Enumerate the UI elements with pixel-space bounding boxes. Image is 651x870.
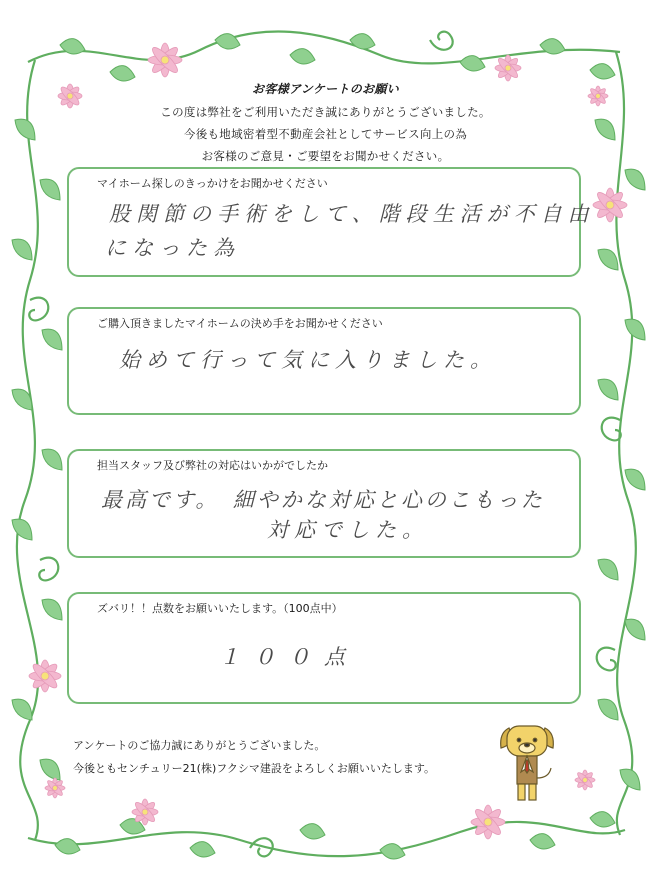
question-label: マイホーム探しのきっかけをお聞かせください [97, 177, 328, 190]
footer-company-line: 今後ともセンチュリー21(株)フクシマ建設をよろしくお願いいたします。 [73, 762, 436, 775]
handwritten-answer-line: になった為 [105, 236, 240, 260]
question-box-3 [67, 449, 581, 558]
question-label: ご購入頂きましたマイホームの決め手をお聞かせください [97, 317, 383, 330]
dog-mascot-icon [497, 718, 557, 808]
handwritten-answer-line: 最高です。 細やかな対応と心のこもった [101, 488, 545, 512]
intro-line-3: お客様のご意見・ご要望をお聞かせください。 [201, 149, 450, 163]
handwritten-answer-line: １００点 [219, 645, 359, 669]
question-box-2 [67, 307, 581, 415]
question-label: ズバリ！！点数をお願いいたします。（100点中） [97, 602, 343, 615]
intro-line-1: この度は弊社をご利用いただき誠にありがとうございました。 [160, 105, 491, 119]
question-box-1 [67, 167, 595, 277]
survey-title: お客様アンケートのお願い [252, 82, 399, 96]
question-label: 担当スタッフ及び弊社の対応はいかがでしたか [97, 459, 328, 472]
footer-thanks-line: アンケートのご協力誠にありがとうございました。 [73, 739, 326, 752]
handwritten-answer-line: 対応でした。 [267, 518, 429, 542]
handwritten-answer-line: 股関節の手術をして、階段生活が不自由 [109, 202, 595, 226]
question-box-4 [67, 592, 581, 704]
handwritten-answer-line: 始めて行って気に入りました。 [119, 348, 497, 372]
intro-line-2: 今後も地域密着型不動産会社としてサービス向上の為 [183, 127, 468, 141]
